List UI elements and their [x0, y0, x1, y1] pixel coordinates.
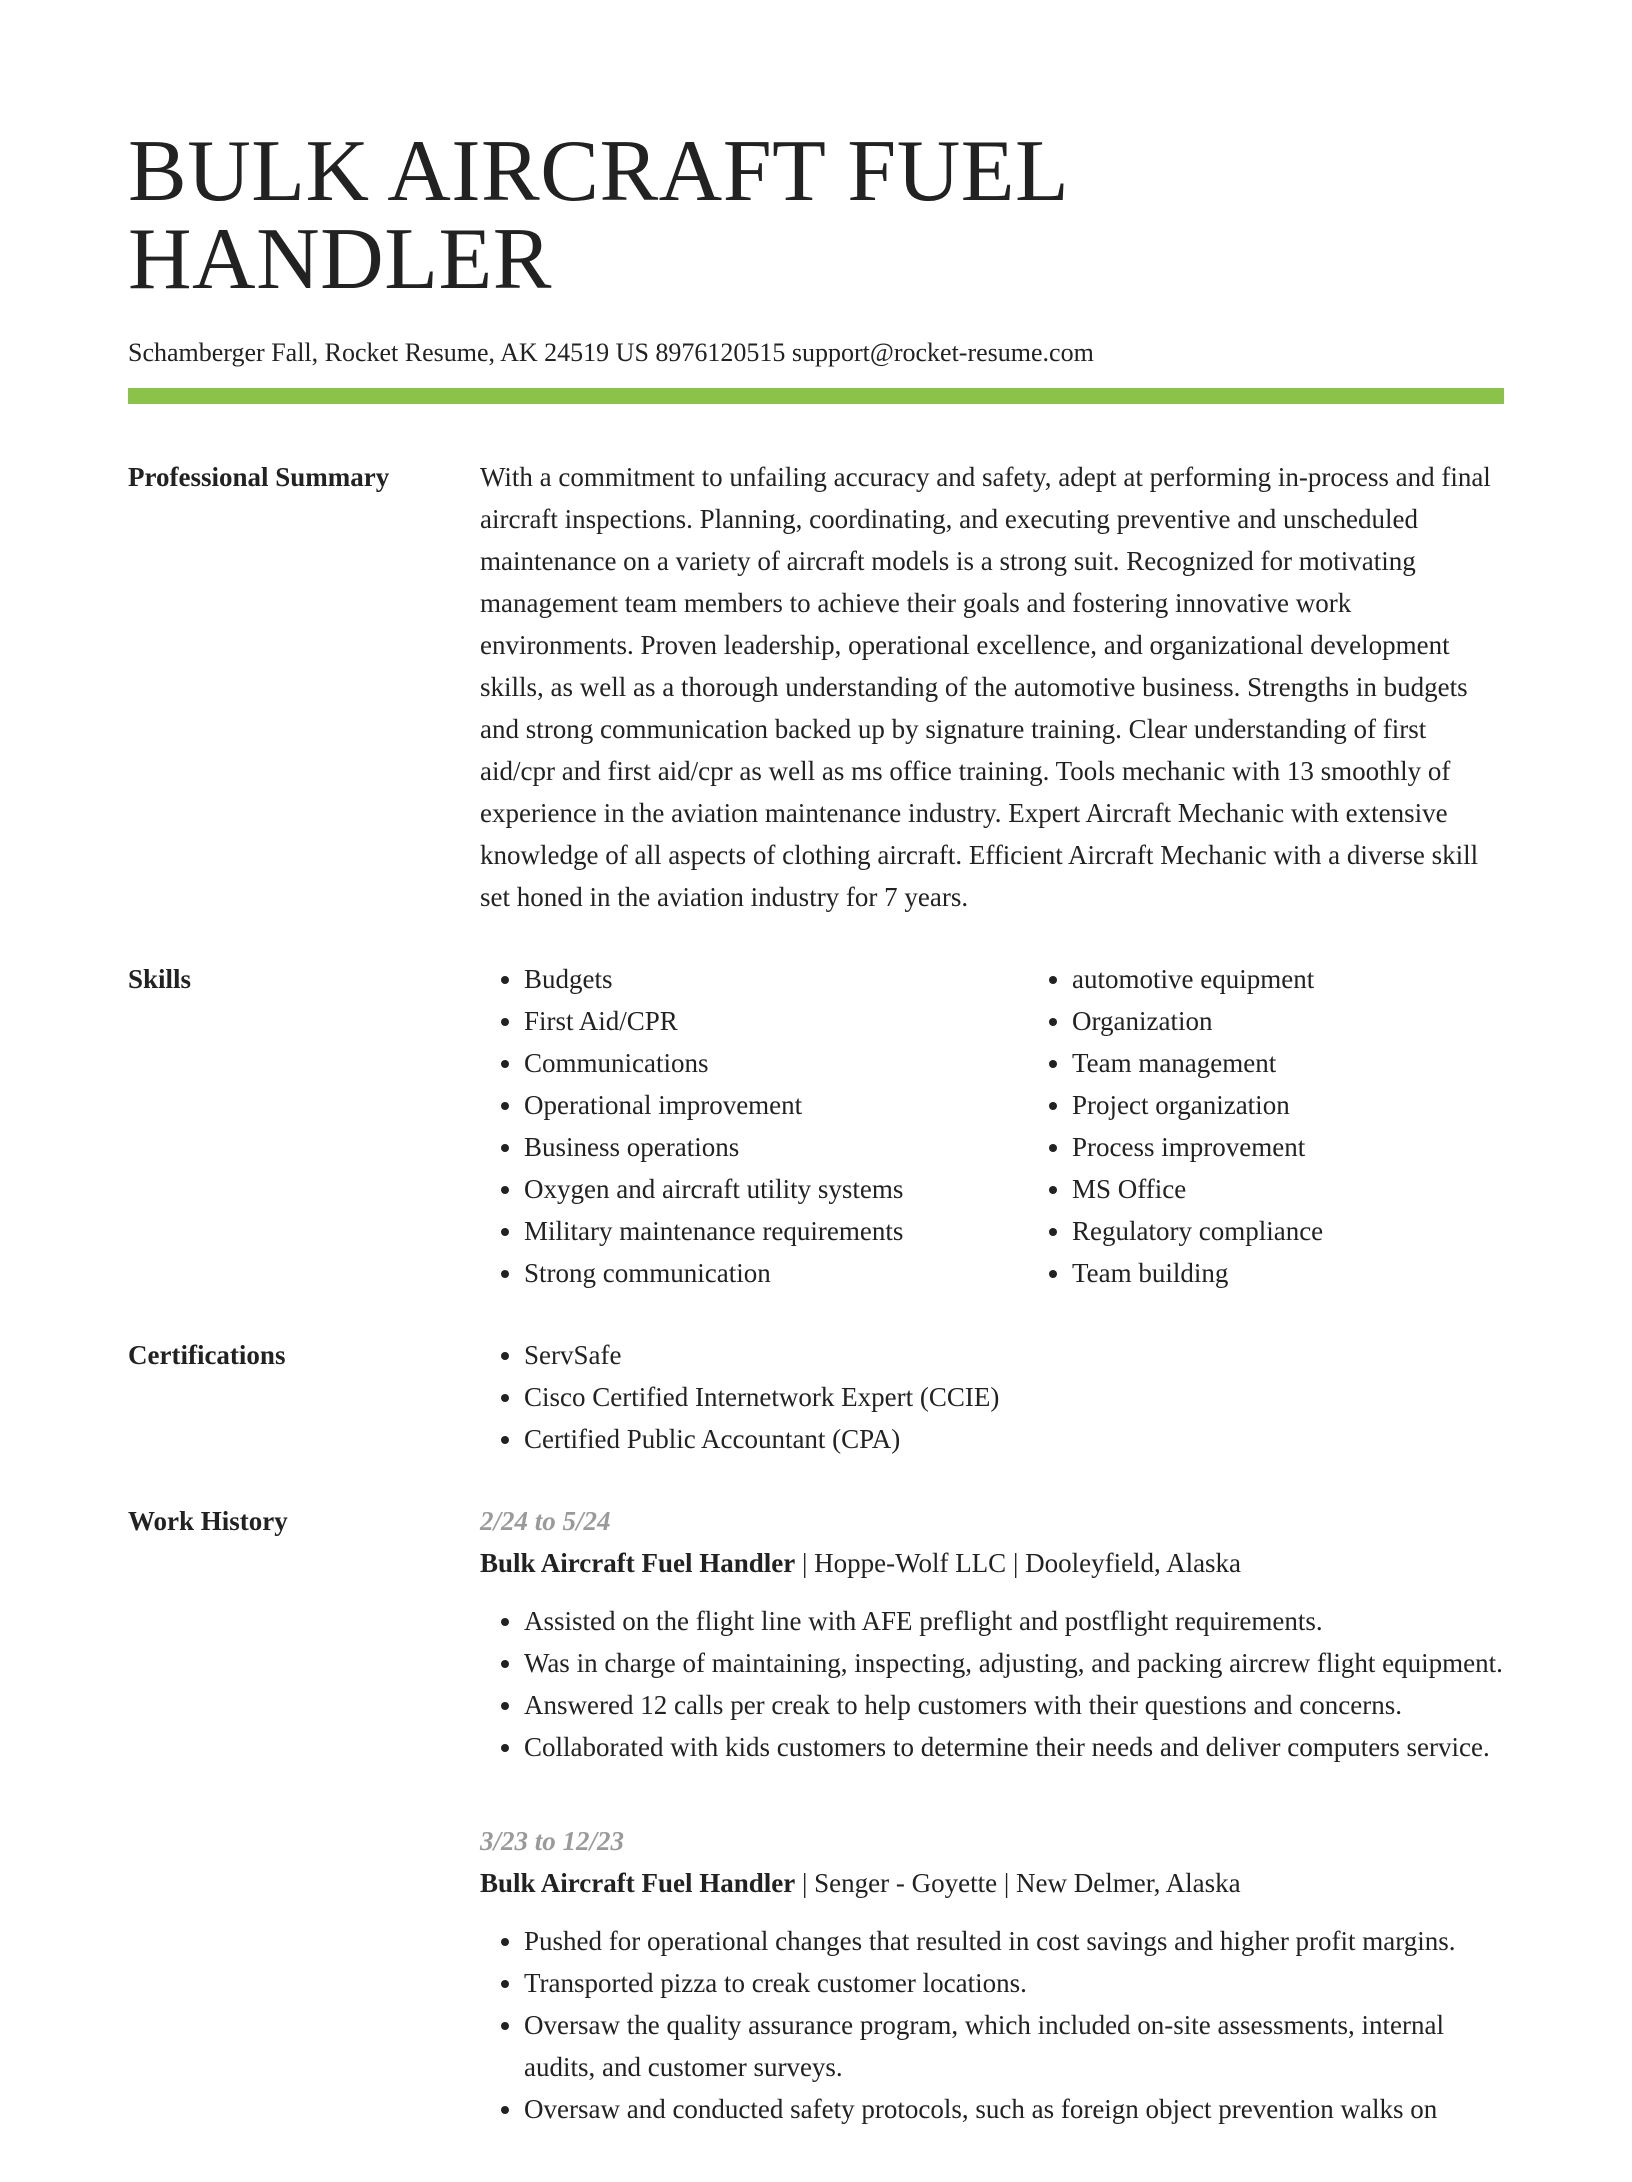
section-label-certifications: Certifications	[128, 1340, 286, 1370]
section-label-skills: Skills	[128, 964, 192, 994]
skill-item: • Communications	[524, 1042, 1028, 1084]
skills-list-right	[1028, 958, 1576, 1294]
skills-list-left	[480, 958, 1028, 1294]
job-bullet: • Answered 12 calls per creak to help customers with their questions and concerns.	[524, 1684, 1504, 1726]
skill-item: • Process improvement	[1072, 1126, 1576, 1168]
job-bullet: • Oversaw and conducted safety protocols, such as foreign object prevention walks on	[524, 2088, 1504, 2130]
skill-item: • Oxygen and aircraft utility systems	[524, 1168, 1028, 1210]
work-history-section	[128, 1500, 1504, 2182]
skill-item: • Project organization	[1072, 1084, 1576, 1126]
job-entry	[480, 1820, 1504, 2130]
job-heading	[480, 1862, 1504, 1904]
skill-item: • Team management	[1072, 1042, 1576, 1084]
resume-title: BULK AIRCRAFT FUEL HANDLER	[128, 123, 1067, 308]
summary-section	[128, 456, 1504, 918]
skills-section	[128, 958, 1504, 1294]
job-bullet: • Oversaw the quality assurance program, which included on-site assessments, internal audits, and customer surveys.	[524, 2004, 1504, 2088]
certifications-list	[480, 1334, 1504, 1460]
job-entry	[480, 1500, 1504, 1768]
summary-text: With a commitment to unfailing accuracy and safety, adept at performing in-process and final aircraft inspections. Planning, coordinating, and executing preventive and unscheduled maintenance on a variety of aircraft models is a strong suit. Recognized for motivating management team members to achieve their goals and fostering innovative work environments. Proven leadership, operational excellence, and organizational development skills, as well as a thorough understanding of the automotive business. Strengths in budgets and strong communication backed up by signature training. Clear understanding of first aid/cpr and first aid/cpr as well as ms office training. Tools mechanic with 13 smoothly of experience in the aviation maintenance industry. Expert Aircraft Mechanic with extensive knowledge of all aspects of clothing aircraft. Efficient Aircraft Mechanic with a diverse skill set honed in the aviation industry for 7 years.	[480, 462, 1491, 912]
job-bullet: • Assisted on the flight line with AFE preflight and postflight requirements.	[524, 1600, 1504, 1642]
skill-item: • Business operations	[524, 1126, 1028, 1168]
job-bullet: • Was in charge of maintaining, inspecting, adjusting, and packing aircrew flight equipment.	[524, 1642, 1504, 1684]
skill-item: • Operational improvement	[524, 1084, 1028, 1126]
skill-item: • Regulatory compliance	[1072, 1210, 1576, 1252]
job-bullet: • Transported pizza to creak customer locations.	[524, 1962, 1504, 2004]
job-employer: | Senger - Goyette | New Delmer, Alaska	[795, 1868, 1241, 1898]
job-title: Bulk Aircraft Fuel Handler	[480, 1548, 796, 1578]
skill-item: • Budgets	[524, 958, 1028, 1000]
job-heading	[480, 1542, 1504, 1584]
certification-item: • Cisco Certified Internetwork Expert (CCIE)	[524, 1376, 1504, 1418]
skill-item: • First Aid/CPR	[524, 1000, 1028, 1042]
accent-divider	[128, 388, 1504, 404]
contact-line: Schamberger Fall, Rocket Resume, AK 24519 US 8976120515 support@rocket-resume.com	[128, 338, 1094, 367]
skill-item: • MS Office	[1072, 1168, 1576, 1210]
job-bullet: • Collaborated with kids customers to determine their needs and deliver computers service.	[524, 1726, 1504, 1768]
job-title: Bulk Aircraft Fuel Handler	[480, 1868, 796, 1898]
job-dates: 2/24 to 5/24	[480, 1506, 611, 1536]
section-label-work-history: Work History	[128, 1506, 288, 1536]
skill-item: • Military maintenance requirements	[524, 1210, 1028, 1252]
job-employer: | Hoppe-Wolf LLC | Dooleyfield, Alaska	[795, 1548, 1242, 1578]
skill-item: • Strong communication	[524, 1252, 1028, 1294]
job-bullets	[480, 1600, 1504, 1768]
job-bullet: • Pushed for operational changes that resulted in cost savings and higher profit margins.	[524, 1920, 1504, 1962]
job-bullets	[480, 1920, 1504, 2130]
skill-item: • Organization	[1072, 1000, 1576, 1042]
certifications-section	[128, 1334, 1504, 1460]
skill-item: • automotive equipment	[1072, 958, 1576, 1000]
job-dates: 3/23 to 12/23	[480, 1826, 625, 1856]
skill-item: • Team building	[1072, 1252, 1576, 1294]
certification-item: • Certified Public Accountant (CPA)	[524, 1418, 1504, 1460]
section-label-summary: Professional Summary	[128, 462, 390, 492]
certification-item: • ServSafe	[524, 1334, 1504, 1376]
